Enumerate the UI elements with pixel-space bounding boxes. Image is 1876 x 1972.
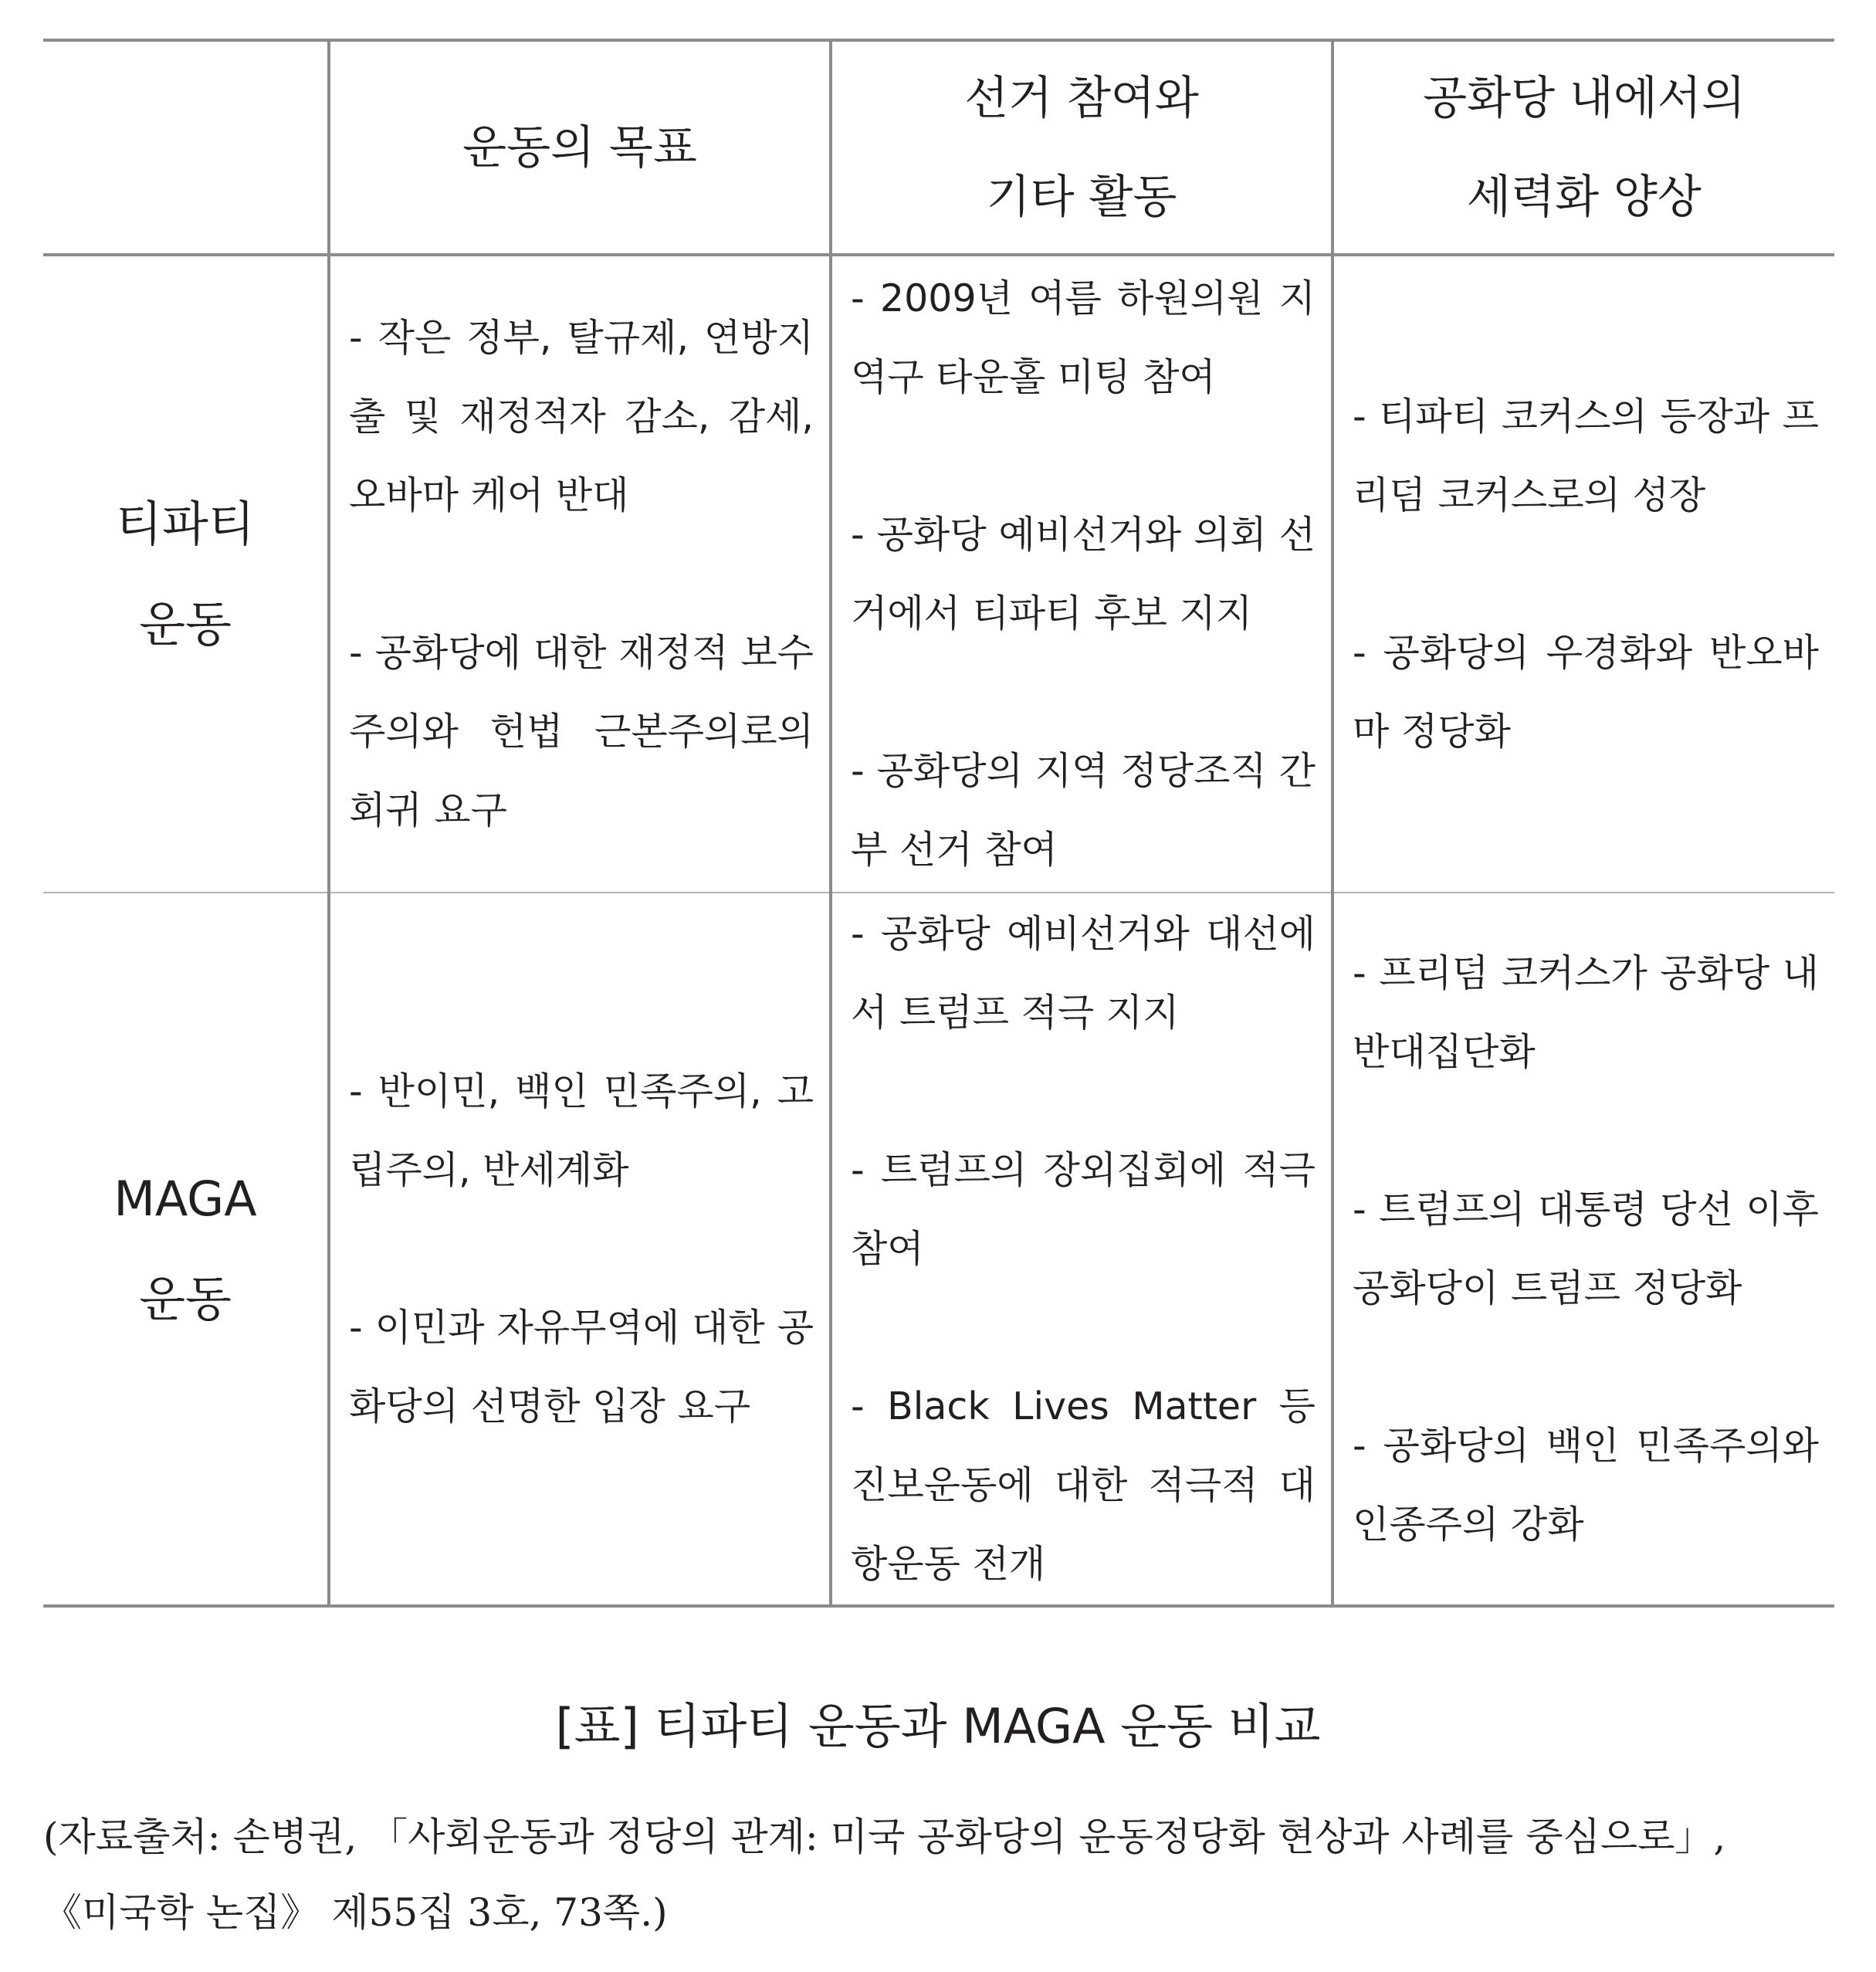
list-item: - Black Lives Matter 등 진보운동에 대한 적극적 대항운동 전개	[851, 1384, 1316, 1586]
cell-goals	[329, 255, 831, 893]
header-corner	[43, 40, 329, 255]
table-row	[43, 255, 1834, 893]
header-influence: 공화당 내에서의 세력화 양상	[1333, 40, 1834, 255]
list-item: - 반이민, 백인 민족주의, 고립주의, 반세계화	[349, 1069, 814, 1192]
list-item: - 트럼프의 장외집회에 적극 참여	[851, 1147, 1316, 1271]
header-row	[43, 40, 1834, 255]
list-item: - 작은 정부, 탈규제, 연방지출 및 재정적자 감소, 감세, 오바마 케어 반대	[349, 315, 814, 517]
list-item: - 이민과 자유무역에 대한 공화당의 선명한 입장 요구	[349, 1305, 814, 1428]
comparison-table	[43, 39, 1834, 1608]
list-item: - 2009년 여름 하원의원 지역구 타운홀 미팅 참여	[851, 276, 1316, 399]
list-item: - 공화당의 백인 민족주의와 인종주의 강화	[1353, 1423, 1819, 1547]
source-line: 《미국학 논집》 제55집 3호, 73쪽.)	[43, 1890, 668, 1935]
list-item: - 티파티 코커스의 등장과 프리덤 코커스로의 성장	[1353, 394, 1819, 517]
cell-influence	[1333, 893, 1834, 1606]
cell-activities	[831, 893, 1333, 1606]
list-item: - 공화당의 지역 정당조직 간부 선거 참여	[851, 748, 1316, 872]
list-item: - 공화당 예비선거와 의회 선거에서 티파티 후보 지지	[851, 512, 1316, 635]
cell-influence	[1333, 255, 1834, 893]
header-goals: 운동의 목표	[329, 40, 831, 255]
cell-goals	[329, 893, 831, 1606]
row-label-tea-party: 티파티 운동	[43, 255, 329, 893]
list-item: - 공화당의 우경화와 반오바마 정당화	[1353, 630, 1819, 754]
list-item: - 트럼프의 대통령 당선 이후 공화당이 트럼프 정당화	[1353, 1187, 1819, 1310]
list-item: - 프리덤 코커스가 공화당 내 반대집단화	[1353, 950, 1819, 1074]
source-note	[43, 1799, 1842, 1950]
cell-activities	[831, 255, 1333, 893]
table-row	[43, 893, 1834, 1606]
list-item: - 공화당에 대한 재정적 보수주의와 헌법 근본주의로의 회귀 요구	[349, 630, 814, 832]
row-label-maga: MAGA 운동	[43, 893, 329, 1606]
source-line: (자료출처: 손병권, 「사회운동과 정당의 관계: 미국 공화당의 운동정당화 현상과 사례를 중심으로」,	[43, 1814, 1726, 1859]
list-item: - 공화당 예비선거와 대선에서 트럼프 적극 지지	[851, 911, 1316, 1035]
header-activities: 선거 참여와 기타 활동	[831, 40, 1333, 255]
table-caption: [표] 티파티 운동과 MAGA 운동 비교	[555, 1698, 1321, 1754]
